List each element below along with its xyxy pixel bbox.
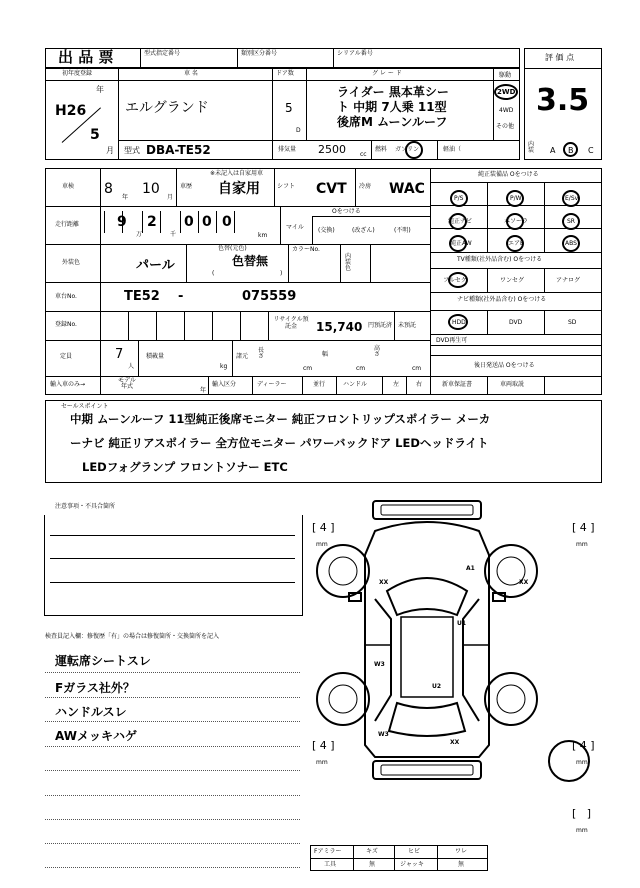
- equip-aw: 純正AW: [450, 240, 472, 247]
- shaken-label: 車検: [62, 183, 75, 190]
- length-label: 長さ: [258, 347, 265, 360]
- drive-4wd: 4WD: [499, 107, 514, 114]
- interior-label: 内装: [528, 141, 535, 154]
- score-label: 評 価 点: [545, 53, 575, 62]
- history-value: 自家用: [218, 181, 260, 197]
- note-item-3: ハンドルスレ: [55, 705, 127, 719]
- navi-title: ナビ種類(社外品含む) Oをつける: [457, 296, 547, 303]
- sales-point-line-2: ーナビ 純正リアスポイラー 全方位モニター パワーバックドア LEDヘッドライト: [70, 436, 489, 450]
- recycle-label: リサイクル預託金: [273, 316, 309, 330]
- diesel-label: 軽油（: [443, 146, 462, 153]
- color-change-value: 色替無: [232, 254, 269, 268]
- acc-header-scratch: キズ: [366, 848, 378, 855]
- diagram-label-w3-2: W3: [378, 731, 389, 738]
- drive-2wd: 2WD: [497, 88, 516, 96]
- handle-right: 右: [416, 381, 423, 388]
- later-warranty: 新車保証書: [442, 381, 473, 388]
- diagram-label-u2: U2: [432, 683, 442, 690]
- equip-pw: P/W: [510, 195, 522, 202]
- tread-spare: [ ]: [572, 807, 592, 820]
- fuel-gasoline: ガソリン: [395, 146, 420, 153]
- serial-label: シリアル番号: [337, 50, 373, 57]
- odo-note: Oをつける: [332, 208, 361, 215]
- car-name: エルグランド: [125, 100, 209, 116]
- first-reg-month: 5: [90, 127, 100, 143]
- mileage-digit-5: 0: [222, 214, 232, 230]
- equip-esv: E/Sv: [565, 195, 579, 202]
- drive-2wd-circle: [494, 84, 518, 100]
- navi-dvd: DVD: [509, 319, 523, 326]
- mileage-label: 走行距離: [55, 221, 80, 228]
- acc-tools: 工具: [324, 861, 337, 868]
- recycle-amount: 15,740: [316, 320, 363, 334]
- tread-rr: [ 4 ]: [572, 739, 595, 752]
- interior-color-label: 内装色: [345, 253, 352, 272]
- doors-value: 5: [285, 101, 293, 115]
- model-prefix: 型式: [124, 146, 140, 155]
- mileage-digit-1: 9: [117, 214, 127, 230]
- shaken-year: 8: [104, 181, 113, 197]
- color-no-label: カラーNo.: [292, 246, 320, 253]
- displacement-label: 排気量: [278, 146, 297, 153]
- sales-point-line-3: LEDフォグランプ フロントソナー ETC: [82, 460, 288, 474]
- odo-tampered: (改ざん): [352, 227, 375, 234]
- equip-abs: ABS: [565, 240, 577, 247]
- header-frame: [45, 48, 520, 68]
- equip-solar: 本ソーラ: [504, 218, 529, 225]
- notes-label: 注意事項・不具合箇所: [55, 503, 116, 510]
- doors-label: ドア数: [276, 70, 294, 77]
- diagram-label-a1: A1: [466, 565, 475, 572]
- grade-line-1: ライダー 黒本革シー: [337, 85, 449, 99]
- tread-rl: [ 4 ]: [312, 739, 335, 752]
- note-item-1: 運転席シートスレ: [55, 654, 151, 668]
- registration-label: 登録No.: [55, 321, 77, 328]
- handle-label: ハンドル: [343, 381, 368, 388]
- tv-title: TV種類(社外品含む) Oをつける: [457, 256, 543, 263]
- load-label: 積載量: [146, 353, 165, 360]
- later-manual: 車両取説: [500, 381, 525, 388]
- shift-value: CVT: [316, 181, 347, 197]
- acc-header-break: ワレ: [455, 848, 468, 855]
- equipment-title: 純正装備品 Oをつける: [478, 171, 539, 178]
- car-name-label: 車 名: [184, 70, 198, 77]
- model-code: DBA-TE52: [146, 143, 211, 157]
- acc-header-mirror: Fアミラー: [314, 848, 342, 855]
- grade-line-2: ト 中期 7人乗 11型: [337, 100, 447, 114]
- fuel-circle: [405, 141, 423, 159]
- ac-label: 冷房: [359, 183, 372, 190]
- width-label: 幅: [322, 351, 329, 358]
- inspector-label: 検査員記入欄：修復歴「有」の場合は修復箇所・交換箇所を記入: [45, 633, 220, 640]
- sales-point-label: セールスポイント: [61, 403, 109, 410]
- tread-fl: [ 4 ]: [312, 521, 335, 534]
- page-title: 出 品 票: [58, 48, 114, 66]
- drive-label: 駆動: [499, 72, 512, 79]
- tread-fr: [ 4 ]: [572, 521, 595, 534]
- acc-jack: ジャッキ: [400, 861, 424, 868]
- car-diagram: [305, 495, 605, 795]
- diagram-label-xx-3: XX: [450, 739, 460, 746]
- recycle-unpaid: 未預託: [398, 322, 417, 329]
- diagram-label-w3-1: W3: [374, 661, 385, 668]
- category-label: 類別区分番号: [241, 50, 278, 57]
- tv-analog: アナログ: [556, 277, 581, 284]
- tv-oneseg: ワンセグ: [500, 277, 525, 284]
- odo-unknown: (不明): [394, 227, 411, 234]
- sales-point-line-1: 中期 ムーンルーフ 11型純正後席モニター 純正フロントリップスポイラー メーカ: [70, 412, 491, 426]
- odo-exchange: (交換): [318, 227, 335, 234]
- import-category-label: 輸入区分: [212, 381, 237, 388]
- acc-header-crack: ヒビ: [408, 848, 421, 855]
- shaken-month: 10: [142, 181, 160, 197]
- color-change-label: 色替(元色): [218, 245, 247, 252]
- capacity-label: 定員: [60, 353, 73, 360]
- ac-value: WAC: [389, 181, 425, 197]
- tv-fullseg: フルセグ: [443, 277, 467, 284]
- equip-ps: P/S: [454, 195, 464, 202]
- mileage-digit-3: 0: [184, 214, 194, 230]
- mileage-digit-2: 2: [147, 214, 157, 230]
- grade-line-3: 後席M ムーンルーフ: [337, 115, 448, 129]
- history-note: ※未記入は自家用車: [210, 170, 264, 177]
- dealer-label: ディーラー: [257, 381, 287, 388]
- diagram-label-xx-1: XX: [379, 579, 389, 586]
- dims-label: 諸元: [236, 353, 249, 360]
- shift-label: シフト: [277, 183, 296, 190]
- capacity-value: 7: [115, 347, 124, 362]
- notes-box: [44, 515, 303, 616]
- interior-grade-b: B: [568, 146, 574, 155]
- displacement-value: 2500: [318, 143, 346, 156]
- handle-left: 左: [393, 381, 400, 388]
- parallel-label: 並行: [313, 381, 326, 388]
- chassis-number: 075559: [242, 289, 297, 304]
- first-reg-label: 初年度登録: [62, 70, 93, 77]
- color-label: 外装色: [62, 259, 81, 266]
- score-value: 3.5: [536, 83, 590, 118]
- equip-navi: 純正ナビ: [448, 218, 473, 225]
- diagram-label-xx-2: XX: [519, 579, 529, 586]
- note-item-2: Fガラス社外？: [55, 681, 135, 695]
- history-label: 車歴: [180, 183, 193, 190]
- chassis-label: 車台No.: [55, 293, 77, 300]
- later-shipment-title: 後日発送品 Oをつける: [474, 362, 535, 369]
- interior-circle: [563, 142, 578, 157]
- model-year-label: モデル年式: [118, 377, 136, 390]
- navi-sd: SD: [568, 319, 577, 326]
- mile-label: マイル: [286, 224, 304, 231]
- grade-label: グ レ ー ド: [372, 70, 402, 77]
- type-code-label: 型式指定番号: [144, 50, 181, 57]
- navi-hdd: HDD: [452, 319, 466, 326]
- drive-other: その他: [496, 123, 515, 130]
- note-item-4: AWメッキハゲ: [55, 729, 137, 743]
- chassis-prefix: TE52: [124, 289, 160, 304]
- height-label: 高さ: [374, 345, 381, 358]
- first-reg-year: H26: [55, 103, 87, 119]
- equip-sr: SR: [567, 218, 575, 225]
- equip-airbag: エアB: [508, 240, 525, 247]
- diagram-label-u1: U1: [457, 620, 467, 627]
- mileage-digit-4: 0: [202, 214, 212, 230]
- acc-jack-value: 無: [458, 861, 465, 868]
- fuel-label: 燃料: [375, 146, 388, 153]
- color-value: パール: [136, 258, 175, 273]
- import-label: 輸入車のみ→: [50, 381, 86, 388]
- acc-tools-value: 無: [369, 861, 376, 868]
- dvd-playback-label: DVD再生可: [436, 337, 468, 344]
